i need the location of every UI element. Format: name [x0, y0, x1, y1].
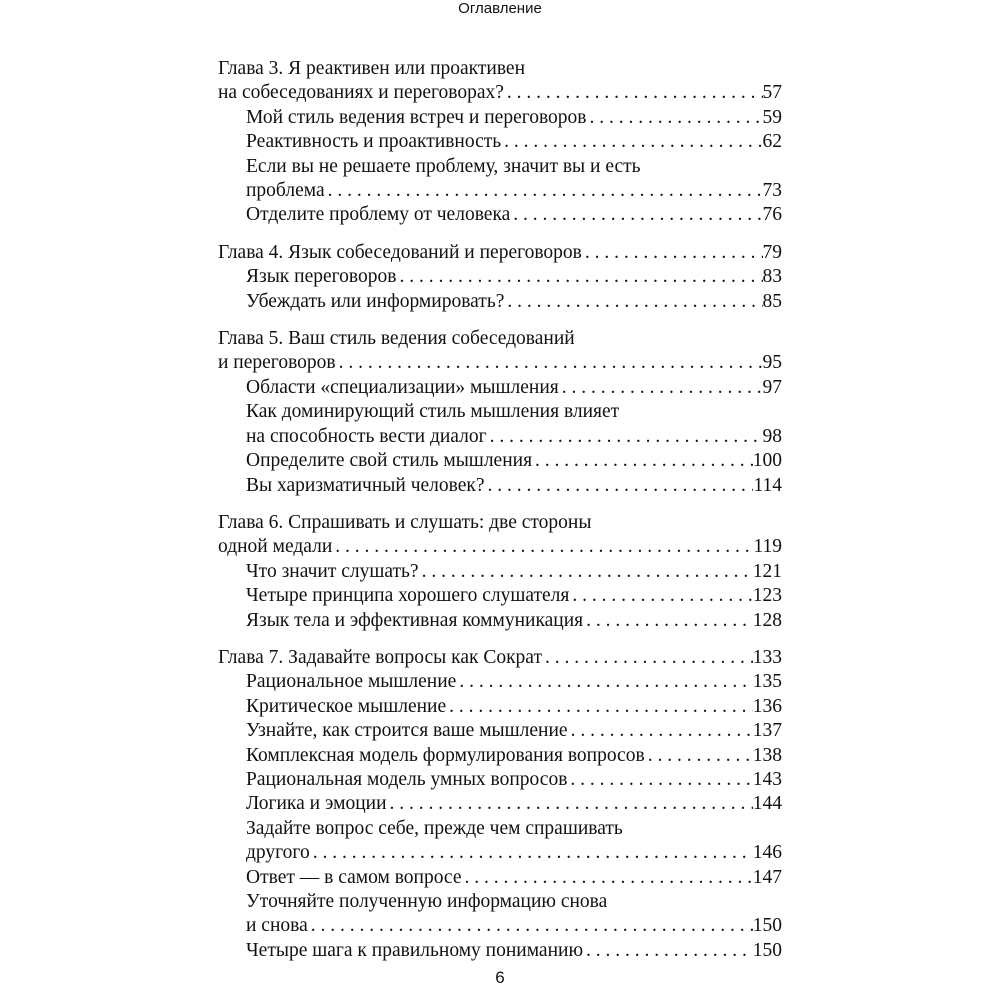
section-entry	[218, 584, 782, 608]
chapter-entry-title: и переговоров	[218, 352, 336, 374]
section-entry-row	[246, 792, 782, 816]
dot-leader	[504, 290, 762, 314]
section-entry-page-number: 137	[752, 720, 782, 742]
section-entry-page-number: 150	[752, 939, 782, 961]
section-entry-page-number: 150	[752, 915, 782, 937]
chapter-entry	[218, 511, 782, 560]
section-entry	[218, 670, 782, 694]
chapter-entry-page-number: 119	[753, 536, 782, 558]
dot-leader	[325, 179, 763, 203]
section-entry-row	[246, 376, 782, 400]
section-entry-title: Четыре шага к правильному пониманию	[246, 939, 584, 961]
section-entry	[218, 939, 782, 963]
dot-leader	[532, 449, 753, 473]
dot-leader	[569, 584, 752, 608]
section-entry-page-number: 136	[752, 695, 782, 717]
section-entry-row	[246, 425, 782, 449]
section-entry	[218, 560, 782, 584]
chapter-entry-row	[218, 351, 782, 375]
section-entry-row	[246, 179, 782, 203]
section-entry-line: Задайте вопрос себе, прежде чем спрашивать	[246, 817, 623, 839]
section-entry-title: и снова	[246, 915, 308, 937]
section-entry-title: Отделите проблему от человека	[246, 204, 511, 226]
section-entry	[218, 866, 782, 890]
section-entry-title: Реактивность и проактивность	[246, 131, 502, 153]
section-entry	[218, 155, 782, 204]
section-entry	[218, 719, 782, 743]
section-entry-title: другого	[246, 842, 310, 864]
section-entry-row	[246, 768, 782, 792]
section-entry-title: Что значит слушать?	[246, 560, 419, 582]
section-entry	[218, 609, 782, 633]
dot-leader	[446, 695, 753, 719]
section-entry-line: Как доминирующий стиль мышления влияет	[246, 401, 620, 423]
section-entry-row	[246, 584, 782, 608]
section-entry-page-number: 114	[753, 474, 782, 496]
section-entry-title: на способность вести диалог	[246, 425, 487, 447]
section-entry-page-number: 144	[752, 793, 782, 815]
chapter-entry-page-number: 57	[762, 82, 782, 104]
dot-leader	[559, 376, 763, 400]
section-entry-row	[246, 449, 782, 473]
section-entry-row	[246, 265, 782, 289]
dot-leader	[419, 560, 753, 584]
dot-leader	[510, 203, 762, 227]
section-entry	[218, 130, 782, 154]
section-entry	[218, 449, 782, 473]
section-entry	[218, 400, 782, 449]
section-entry-row	[246, 203, 782, 227]
dot-leader	[568, 719, 753, 743]
section-entry-row	[246, 670, 782, 694]
chapter-entry-line: Глава 6. Спрашивать и слушать: две стороны	[218, 511, 592, 533]
section-entry-title: проблема	[246, 180, 325, 202]
section-entry	[218, 203, 782, 227]
section-entry-page-number: 146	[752, 842, 782, 864]
section-entry-title: Логика и эмоции	[246, 793, 387, 815]
section-entry-title: Вы харизматичный человек?	[246, 474, 485, 496]
chapter-entry	[218, 327, 782, 376]
section-entry-row	[246, 744, 782, 768]
chapter-entry-row	[218, 81, 782, 105]
section-entry-page-number: 98	[762, 425, 782, 447]
chapter-entry	[218, 646, 782, 670]
dot-leader	[504, 81, 763, 105]
dot-leader	[310, 841, 753, 865]
dot-leader	[583, 609, 753, 633]
section-entry-page-number: 73	[762, 180, 782, 202]
section-entry-page-number: 123	[752, 585, 782, 607]
chapter-block	[218, 241, 782, 314]
dot-leader	[487, 425, 763, 449]
section-entry-row	[246, 560, 782, 584]
chapter-entry-title: Глава 7. Задавайте вопросы как Сократ	[218, 646, 542, 668]
dot-leader	[456, 670, 752, 694]
dot-leader	[461, 866, 752, 890]
section-entry-title: Определите свой стиль мышления	[246, 450, 533, 472]
section-entry-row	[246, 719, 782, 743]
chapter-block	[218, 57, 782, 228]
section-entry-page-number: 143	[752, 768, 782, 790]
dot-leader	[645, 744, 753, 768]
section-entry-row	[246, 695, 782, 719]
chapter-entry-page-number: 133	[752, 646, 782, 668]
section-entry-row	[246, 130, 782, 154]
section-entry-page-number: 100	[752, 450, 782, 472]
section-entry-row	[246, 914, 782, 938]
section-entry-title: Язык переговоров	[246, 266, 397, 288]
section-entry	[218, 744, 782, 768]
section-entry	[218, 474, 782, 498]
section-entry-row	[246, 106, 782, 130]
page-number: 6	[495, 968, 505, 987]
dot-leader	[387, 792, 753, 816]
section-entry-title: Рациональное мышление	[246, 671, 457, 693]
section-entry	[218, 106, 782, 130]
chapter-entry-row	[218, 241, 782, 265]
section-entry	[218, 890, 782, 939]
section-entry-row	[246, 866, 782, 890]
section-entry-row	[246, 841, 782, 865]
section-entry-page-number: 83	[762, 266, 782, 288]
section-entry	[218, 290, 782, 314]
dot-leader	[567, 768, 752, 792]
section-entry-title: Рациональная модель умных вопросов	[246, 768, 568, 790]
section-entry-title: Критическое мышление	[246, 695, 447, 717]
section-entry-title: Язык тела и эффективная коммуникация	[246, 609, 584, 631]
section-entry	[218, 376, 782, 400]
dot-leader	[582, 241, 763, 265]
running-head: Оглавление	[458, 0, 542, 17]
section-entry	[218, 817, 782, 866]
section-entry	[218, 695, 782, 719]
section-entry-title: Убеждать или информировать?	[246, 290, 505, 312]
chapter-entry-row	[218, 646, 782, 670]
section-entry-row	[246, 474, 782, 498]
dot-leader	[583, 939, 753, 963]
section-entry-title: Ответ — в самом вопросе	[246, 866, 462, 888]
section-entry-page-number: 128	[752, 609, 782, 631]
section-entry-page-number: 59	[762, 106, 782, 128]
dot-leader	[336, 351, 763, 375]
section-entry-title: Области «специализации» мышления	[246, 376, 559, 398]
chapter-entry	[218, 241, 782, 265]
chapter-entry-page-number: 95	[762, 352, 782, 374]
chapter-entry-page-number: 79	[762, 241, 782, 263]
dot-leader	[332, 535, 753, 559]
section-entry	[218, 265, 782, 289]
section-entry-title: Узнайте, как строится ваше мышление	[246, 720, 568, 742]
chapter-entry-title: Глава 4. Язык собеседований и переговоров	[218, 241, 582, 263]
section-entry-page-number: 76	[762, 204, 782, 226]
section-entry-page-number: 147	[752, 866, 782, 888]
section-entry-page-number: 62	[762, 131, 782, 153]
section-entry-page-number: 121	[752, 560, 782, 582]
section-entry-page-number: 85	[762, 290, 782, 312]
chapter-entry-title: одной медали	[218, 536, 333, 558]
section-entry	[218, 792, 782, 816]
dot-leader	[587, 106, 763, 130]
section-entry-title: Комплексная модель формулирования вопросов	[246, 744, 645, 766]
dot-leader	[396, 265, 762, 289]
section-entry-row	[246, 939, 782, 963]
section-entry-line: Если вы не решаете проблему, значит вы и есть	[246, 155, 641, 177]
table-of-contents	[218, 57, 782, 963]
section-entry-title: Четыре принципа хорошего слушателя	[246, 585, 570, 607]
section-entry-page-number: 135	[752, 671, 782, 693]
chapter-entry	[218, 57, 782, 106]
section-entry-title: Мой стиль ведения встреч и переговоров	[246, 106, 587, 128]
section-entry-row	[246, 290, 782, 314]
dot-leader	[485, 474, 754, 498]
chapter-entry-line: Глава 5. Ваш стиль ведения собеседований	[218, 328, 575, 350]
dot-leader	[308, 914, 753, 938]
section-entry	[218, 768, 782, 792]
section-entry-page-number: 97	[762, 376, 782, 398]
section-entry-page-number: 138	[752, 744, 782, 766]
chapter-entry-title: на собеседованиях и переговорах?	[218, 82, 504, 104]
chapter-block	[218, 511, 782, 633]
section-entry-row	[246, 609, 782, 633]
chapter-entry-line: Глава 3. Я реактивен или проактивен	[218, 58, 526, 79]
chapter-entry-row	[218, 535, 782, 559]
dot-leader	[542, 646, 753, 670]
chapter-block	[218, 327, 782, 498]
dot-leader	[501, 130, 762, 154]
section-entry-line: Уточняйте полученную информацию снова	[246, 891, 608, 912]
chapter-block	[218, 646, 782, 963]
